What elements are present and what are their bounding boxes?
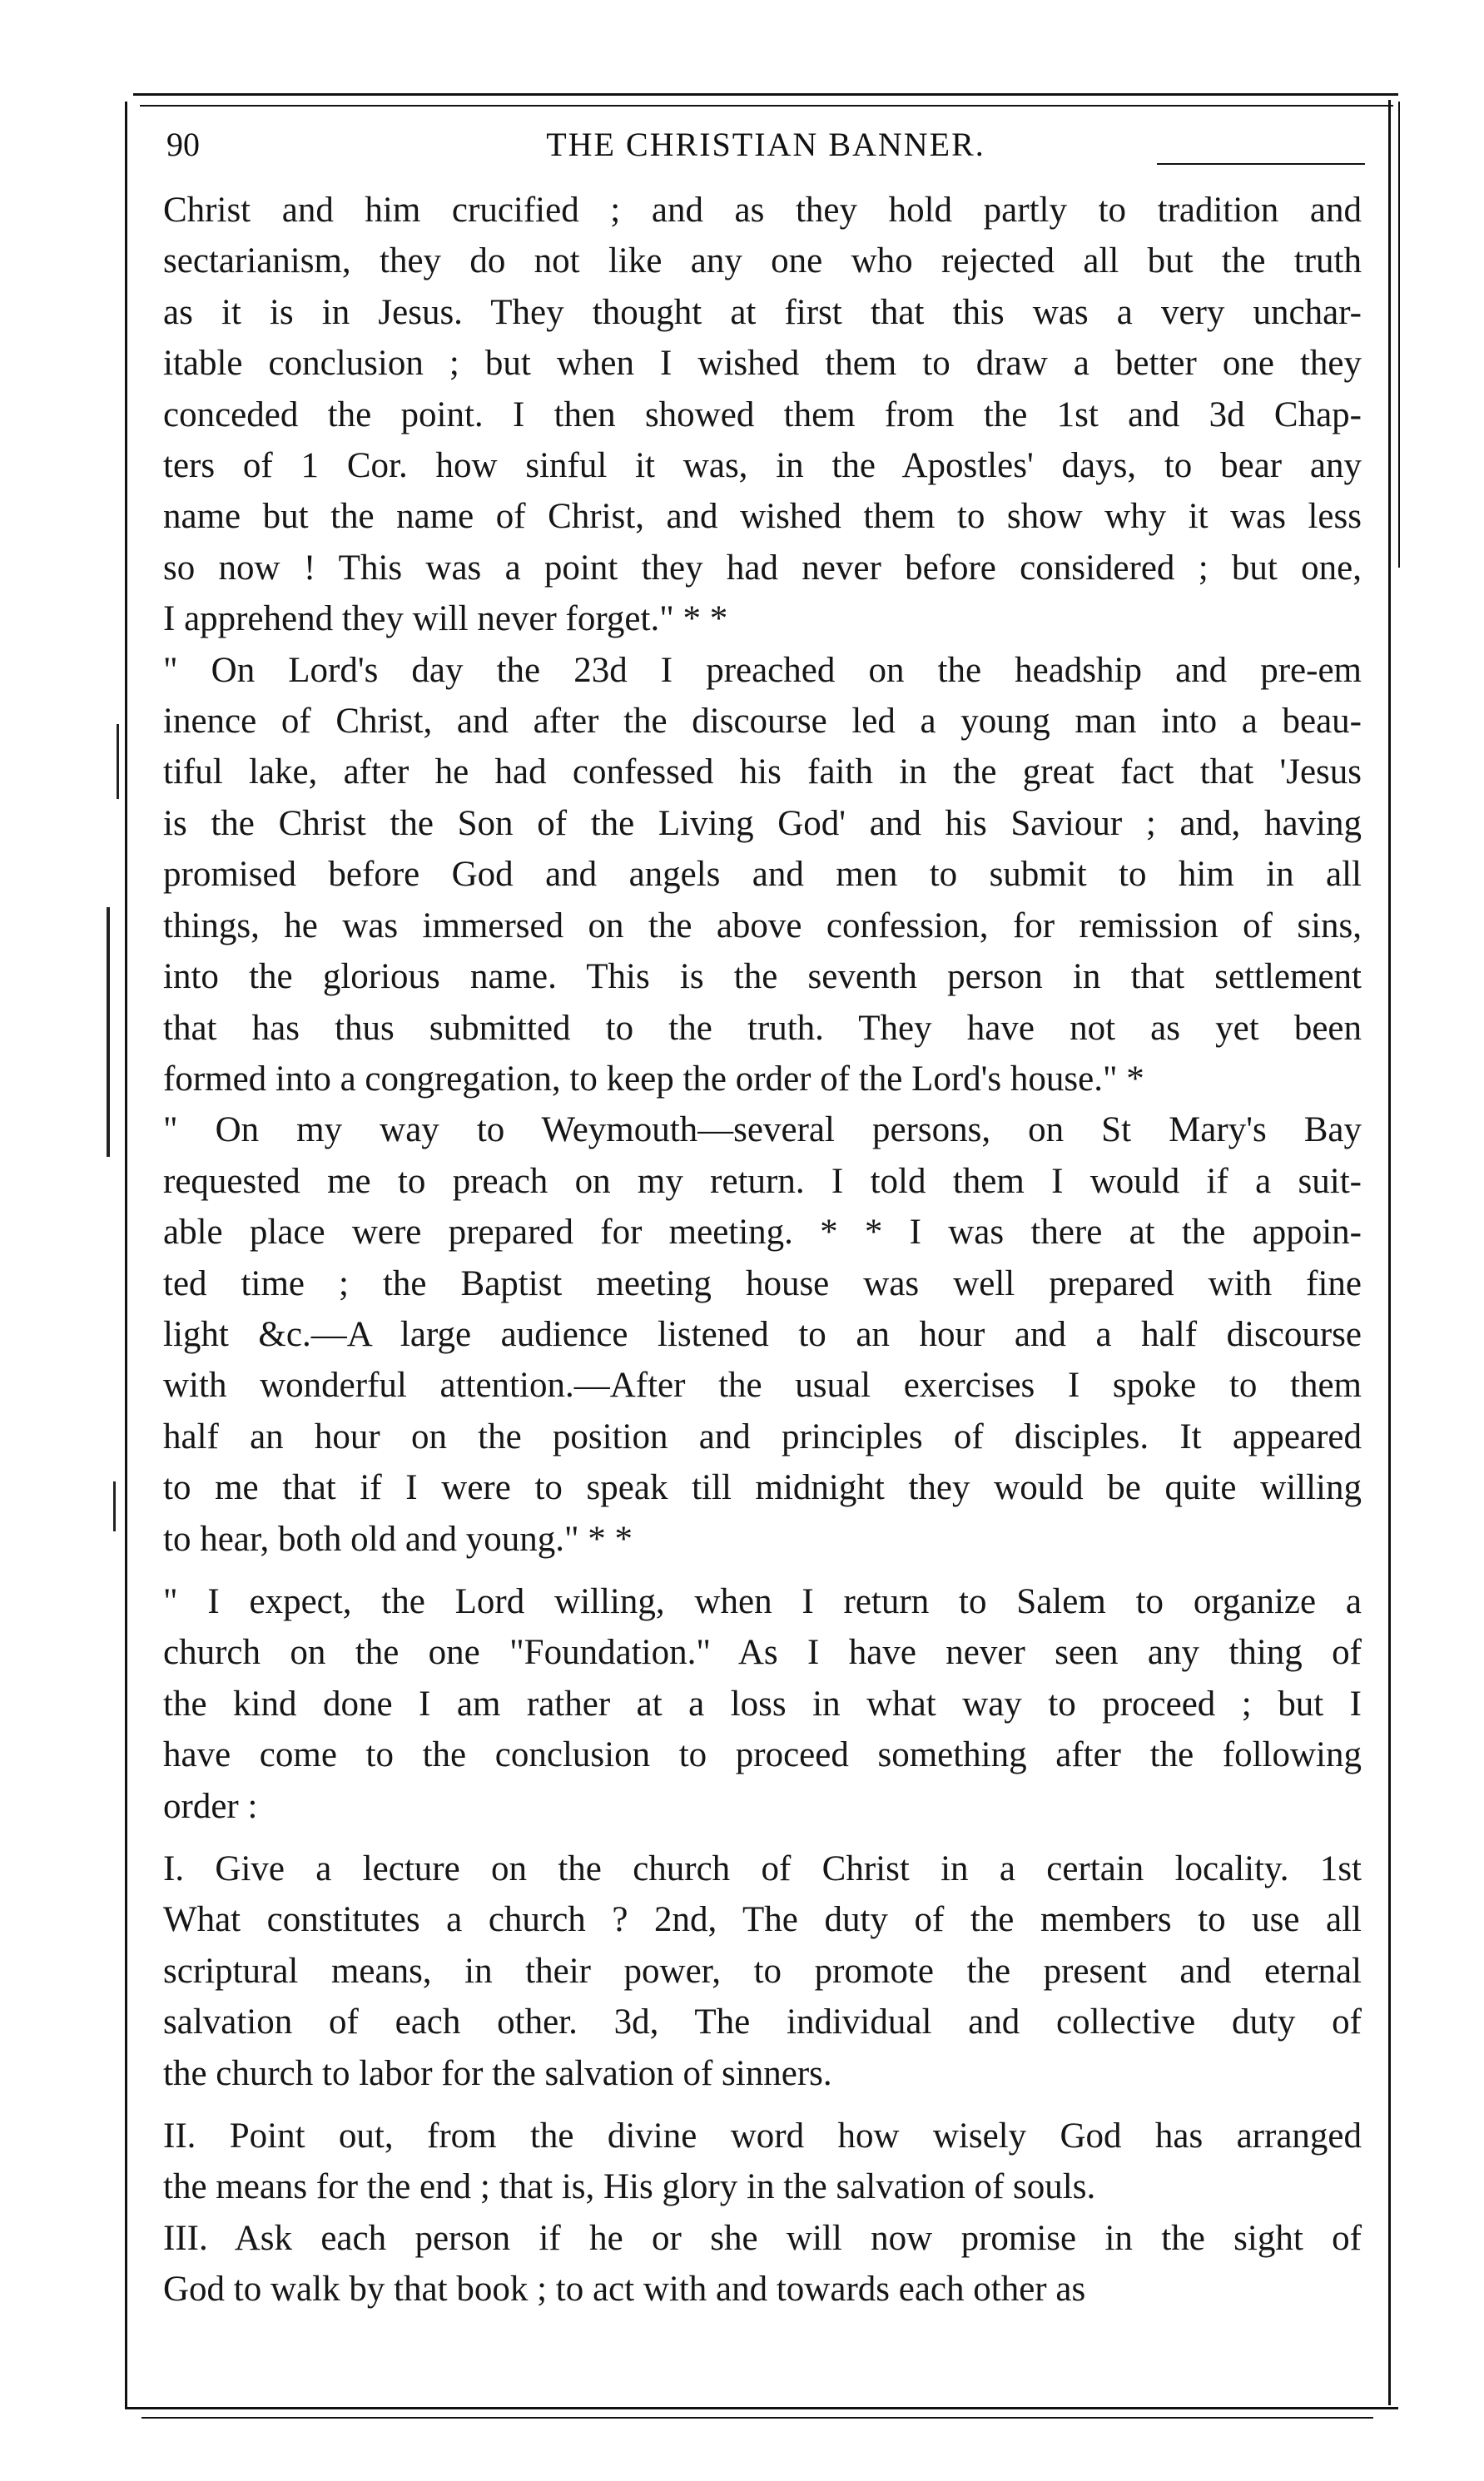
bottom-rule [125,2407,1398,2409]
running-title: THE CHRISTIAN BANNER. [546,126,985,163]
paragraph-gap [163,1565,1362,1576]
paragraph [163,1576,1362,1832]
text-line: have come to the conclusion to proceed something after the following [163,1735,1362,1775]
paragraph [163,1104,1362,1565]
bottom-rule-inner [141,2417,1373,2419]
page-number: 90 [166,126,200,163]
text-line: requested me to preach on my return. I told them I would if a suit- [163,1161,1362,1201]
text-line: scriptural means, in their power, to promote the present and eternal [163,1951,1362,1991]
text-line: ted time ; the Baptist meeting house was well prepared with fine [163,1263,1362,1303]
text-line: things, he was immersed on the above confession, for remission of sins, [163,906,1362,945]
text-line: name but the name of Christ, and wished them to show why it was less [163,497,1362,537]
paragraph [163,645,1362,1105]
text-line: to hear, both old and young." * * [163,1519,633,1559]
text-line: church on the one "Foundation." As I have never seen any thing of [163,1633,1362,1673]
text-line: " On my way to Weymouth—several persons, on St Mary's Bay [163,1110,1362,1150]
text-line: so now ! This was a point they had never before considered ; but one, [163,548,1362,588]
text-line: inence of Christ, and after the discourse led a young man into a beau- [163,702,1362,742]
text-line: ters of 1 Cor. how sinful it was, in the Apostles' days, to bear any [163,446,1362,486]
text-line: half an hour on the position and principles of disciples. It appeared [163,1417,1362,1456]
text-line: III. Ask each person if he or she will now promise in the sight of [163,2218,1362,2258]
paragraph [163,185,1362,645]
text-line: " On Lord's day the 23d I preached on the headship and pre-em [163,650,1362,690]
right-border-outer [1398,102,1400,568]
text-line: is the Christ the Son of the Living God' and his Saviour ; and, having [163,803,1362,843]
text-line: the means for the end ; that is, His glory in the salvation of souls. [163,2167,1096,2207]
right-border [1388,100,1391,2405]
top-rule-inner [140,105,1393,107]
text-line: I apprehend they will never forget." * * [163,599,728,639]
text-line: the church to labor for the salvation of sinners. [163,2053,832,2093]
top-rule [133,93,1398,96]
text-line: to me that if I were to speak till midnight they would be quite willing [163,1468,1362,1508]
left-border [125,102,127,2407]
text-line: itable conclusion ; but when I wished them to draw a better one they [163,344,1362,384]
paragraph [163,2213,1362,2315]
margin-mark [117,724,119,799]
text-line: with wonderful attention.—After the usual exercises I spoke to them [163,1366,1362,1406]
margin-mark [107,907,110,1157]
text-line: light &c.—A large audience listened to an hour and a half discourse [163,1314,1362,1354]
text-line: the kind done I am rather at a loss in what way to proceed ; but I [163,1684,1362,1724]
text-line: conceded the point. I then showed them from the 1st and 3d Chap- [163,394,1362,434]
text-line: God to walk by that book ; to act with and towards each other as [163,2270,1086,2310]
text-line: What constitutes a church ? 2nd, The duty of the members to use all [163,1900,1362,1940]
text-line: sectarianism, they do not like any one who rejected all but the truth [163,241,1362,281]
text-line: promised before God and angels and men to submit to him in all [163,855,1362,895]
page-header [158,125,1373,175]
article-text [163,185,1362,2315]
paragraph [163,2111,1362,2213]
text-line: I. Give a lecture on the church of Christ in a certain locality. 1st [163,1849,1362,1888]
text-line: tiful lake, after he had confessed his faith in the great fact that 'Jesus [163,752,1362,792]
paragraph-gap [163,1832,1362,1843]
margin-mark [113,1481,116,1531]
text-line: formed into a congregation, to keep the order of the Lord's house." * [163,1059,1144,1099]
text-line: able place were prepared for meeting. * * I was there at the appoin- [163,1213,1362,1253]
text-line: Christ and him crucified ; and as they hold partly to tradition and [163,191,1362,230]
text-line: " I expect, the Lord willing, when I return to Salem to organize a [163,1581,1362,1621]
text-line: as it is in Jesus. They thought at first that this was a very unchar- [163,292,1362,332]
paragraph [163,1843,1362,2099]
text-line: that has thus submitted to the truth. They have not as yet been [163,1008,1362,1048]
text-line: order : [163,1786,258,1826]
text-line: into the glorious name. This is the seventh person in that settlement [163,957,1362,997]
text-line: salvation of each other. 3d, The individual and collective duty of [163,2002,1362,2042]
paragraph-gap [163,2099,1362,2111]
text-line: II. Point out, from the divine word how wisely God has arranged [163,2116,1362,2156]
